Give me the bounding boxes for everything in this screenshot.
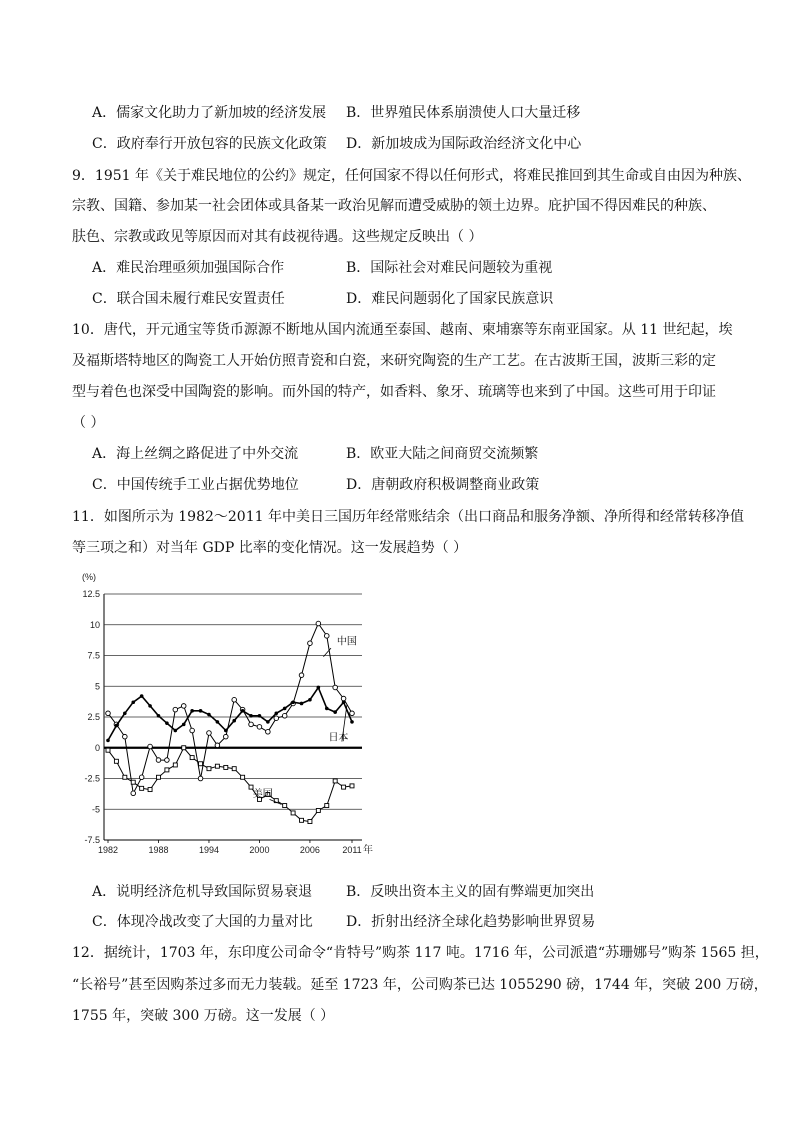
q10-option-d: D．唐朝政府积极调整商业政策 [346, 477, 540, 493]
x-tick-label: 1988 [148, 845, 169, 855]
point-中国 [165, 758, 170, 763]
q8-option-a: A．儒家文化助力了新加坡的经济发展 [92, 105, 327, 121]
x-axis-unit: 年 [363, 845, 373, 856]
q8-option-c: C．政府奉行开放包容的民族文化政策 [92, 136, 327, 152]
point-美国 [131, 780, 135, 784]
q10-option-a: A．海上丝绸之路促进了中外交流 [92, 446, 299, 462]
point-日本 [350, 720, 354, 724]
q9-option-b: B．国际社会对难民问题较为重视 [346, 260, 553, 276]
q9-option-d: D．难民问题弱化了国家民族意识 [346, 291, 554, 307]
point-中国 [215, 743, 220, 748]
x-tick-label: 2000 [249, 845, 270, 855]
point-中国 [148, 744, 153, 749]
y-tick-label: 7.5 [87, 650, 100, 661]
q9-stem-line-2: 宗教、国籍、参加某一社会团体或具备某一政治见解而遭受威胁的领土边界。庇护国不得因难民的种族、 [72, 198, 716, 214]
point-日本 [207, 713, 211, 717]
point-美国 [106, 748, 110, 752]
q11-option-c: C．体现冷战改变了大国的力量对比 [92, 914, 313, 930]
series-label-美国: 美国 [252, 788, 273, 800]
q10-stem-line-2: 及福斯塔特地区的陶瓷工人开始仿照青瓷和白瓷，来研究陶瓷的生产工艺。在古波斯王国，波斯三彩的定 [72, 353, 716, 369]
point-美国 [123, 775, 127, 779]
q8-option-b: B．世界殖民体系崩溃使人口大量迁移 [346, 105, 581, 121]
point-美国 [350, 784, 354, 788]
y-axis-unit: (%) [82, 572, 96, 582]
point-中国 [156, 758, 161, 763]
point-中国 [282, 713, 287, 718]
q12-stem-line-1: 12．据统计，1703 年，东印度公司命令“肯特号”购茶 117 吨。1716 年，公司派遣“苏珊娜号”购茶 1565 担， [72, 945, 769, 961]
q12-stem-line-2: “长裕号”甚至因购茶过多而无力装载。延至 1723 年，公司购茶已达 1055290 磅，1744 年，突破 200 万磅， [72, 977, 768, 993]
point-中国 [324, 634, 329, 639]
series-label-日本: 日本 [328, 732, 349, 744]
point-美国 [316, 808, 320, 812]
point-美国 [283, 804, 287, 808]
point-日本 [266, 720, 270, 724]
point-美国 [114, 759, 118, 763]
point-中国 [266, 729, 271, 734]
y-tick-label: -7.5 [84, 835, 100, 845]
y-tick-label: 5 [94, 681, 100, 692]
point-美国 [148, 788, 152, 792]
series-label-中国: 中国 [336, 636, 357, 648]
point-中国 [249, 722, 254, 727]
point-日本 [165, 721, 169, 725]
point-中国 [190, 728, 195, 733]
point-日本 [283, 707, 287, 711]
point-日本 [317, 686, 321, 690]
point-美国 [333, 779, 337, 783]
y-tick-label: 2.5 [87, 712, 100, 722]
q11-option-b: B．反映出资本主义的固有弊端更加突出 [346, 884, 595, 900]
q9-stem-line-1: 9．1951 年《关于难民地位的公约》规定，任何国家不得以任何形式，将难民推回到其生命或自由因为种族、 [72, 168, 751, 184]
point-日本 [274, 712, 278, 716]
point-日本 [291, 700, 295, 704]
x-tick-label: 2006 [299, 845, 320, 855]
point-中国 [173, 707, 178, 712]
point-日本 [199, 709, 203, 713]
point-美国 [182, 746, 186, 750]
point-中国 [257, 725, 262, 730]
point-美国 [224, 765, 228, 769]
q11-option-a: A．说明经济危机导致国际贸易衰退 [92, 884, 313, 900]
point-中国 [223, 734, 228, 739]
point-日本 [224, 729, 228, 733]
y-tick-label: -2.5 [84, 773, 100, 784]
point-中国 [232, 697, 237, 702]
q8-option-d: D．新加坡成为国际政治经济文化中心 [346, 136, 582, 152]
q11-stem-line-1: 11．如图所示为 1982～2011 年中美日三国历年经常账结余（出口商品和服务净额、净所得和经常转移净值 [72, 509, 744, 525]
series-line-日本 [108, 688, 352, 744]
point-中国 [316, 621, 321, 626]
point-中国 [341, 696, 346, 701]
q11-option-d: D．折射出经济全球化趋势影响世界贸易 [346, 914, 596, 930]
point-中国 [350, 711, 355, 716]
point-日本 [148, 704, 152, 708]
point-日本 [131, 700, 135, 704]
point-美国 [291, 811, 295, 815]
point-美国 [308, 820, 312, 824]
point-中国 [207, 731, 212, 736]
point-美国 [173, 763, 177, 767]
q10-stem-line-1: 10．唐代，开元通宝等货币源源不断地从国内流通至泰国、越南、柬埔寨等东南亚国家。从 11 世纪起，埃 [72, 322, 733, 338]
q9-stem-line-3: 肤色、宗教或政见等原因而对其有歧视待遇。这些规定反映出（ ） [72, 229, 483, 245]
point-日本 [325, 707, 329, 711]
x-tick-label: 2011 [342, 845, 362, 855]
point-美国 [342, 785, 346, 789]
point-美国 [325, 804, 329, 808]
series-line-美国 [108, 748, 352, 822]
current-account-chart [70, 568, 373, 858]
point-中国 [106, 711, 111, 716]
point-日本 [123, 712, 127, 716]
point-美国 [165, 768, 169, 772]
point-日本 [241, 709, 245, 713]
q10-option-b: B．欧亚大陆之间商贸交流频繁 [346, 446, 539, 462]
point-日本 [258, 714, 262, 718]
q10-stem-line-4: （ ） [72, 415, 105, 431]
point-美国 [241, 775, 245, 779]
q9-option-c: C．联合国未履行难民安置责任 [92, 291, 285, 307]
point-美国 [207, 767, 211, 771]
point-中国 [333, 685, 338, 690]
point-中国 [274, 716, 279, 721]
point-中国 [123, 734, 128, 739]
q10-stem-line-3: 型与着色也深受中国陶瓷的影响。而外国的特产，如香料、象牙、琉璃等也来到了中国。这些可用于印证 [72, 384, 716, 400]
point-日本 [115, 724, 119, 728]
y-tick-label: 10 [89, 619, 100, 630]
point-美国 [190, 756, 194, 760]
q9-option-a: A．难民治理亟须加强国际合作 [92, 260, 285, 276]
y-tick-label: -5 [91, 804, 100, 815]
point-日本 [174, 729, 178, 733]
point-日本 [140, 694, 144, 698]
y-tick-label: 0 [94, 742, 100, 753]
point-日本 [342, 700, 346, 704]
point-中国 [131, 791, 136, 796]
x-tick-label: 1982 [97, 845, 119, 855]
point-日本 [216, 720, 220, 724]
point-中国 [299, 673, 304, 678]
point-日本 [308, 698, 312, 702]
point-日本 [249, 714, 253, 718]
point-美国 [215, 764, 219, 768]
point-美国 [232, 767, 236, 771]
point-日本 [333, 710, 337, 714]
q10-option-c: C．中国传统手工业占据优势地位 [92, 477, 299, 493]
point-日本 [232, 719, 236, 723]
point-中国 [139, 775, 144, 780]
point-日本 [106, 739, 110, 743]
q12-stem-line-3: 1755 年，突破 300 万磅。这一发展（ ） [72, 1008, 335, 1024]
y-tick-label: 12.5 [82, 589, 100, 599]
point-日本 [190, 709, 194, 713]
point-美国 [140, 786, 144, 790]
point-中国 [198, 776, 203, 781]
point-美国 [156, 775, 160, 779]
point-美国 [199, 762, 203, 766]
q11-stem-line-2: 等三项之和）对当年 GDP 比率的变化情况。这一发展趋势（ ） [72, 540, 468, 556]
x-tick-label: 1994 [198, 845, 219, 855]
point-中国 [308, 641, 313, 646]
point-美国 [300, 818, 304, 822]
point-中国 [181, 704, 186, 709]
point-日本 [300, 702, 304, 706]
point-日本 [182, 723, 186, 727]
point-日本 [157, 714, 161, 718]
